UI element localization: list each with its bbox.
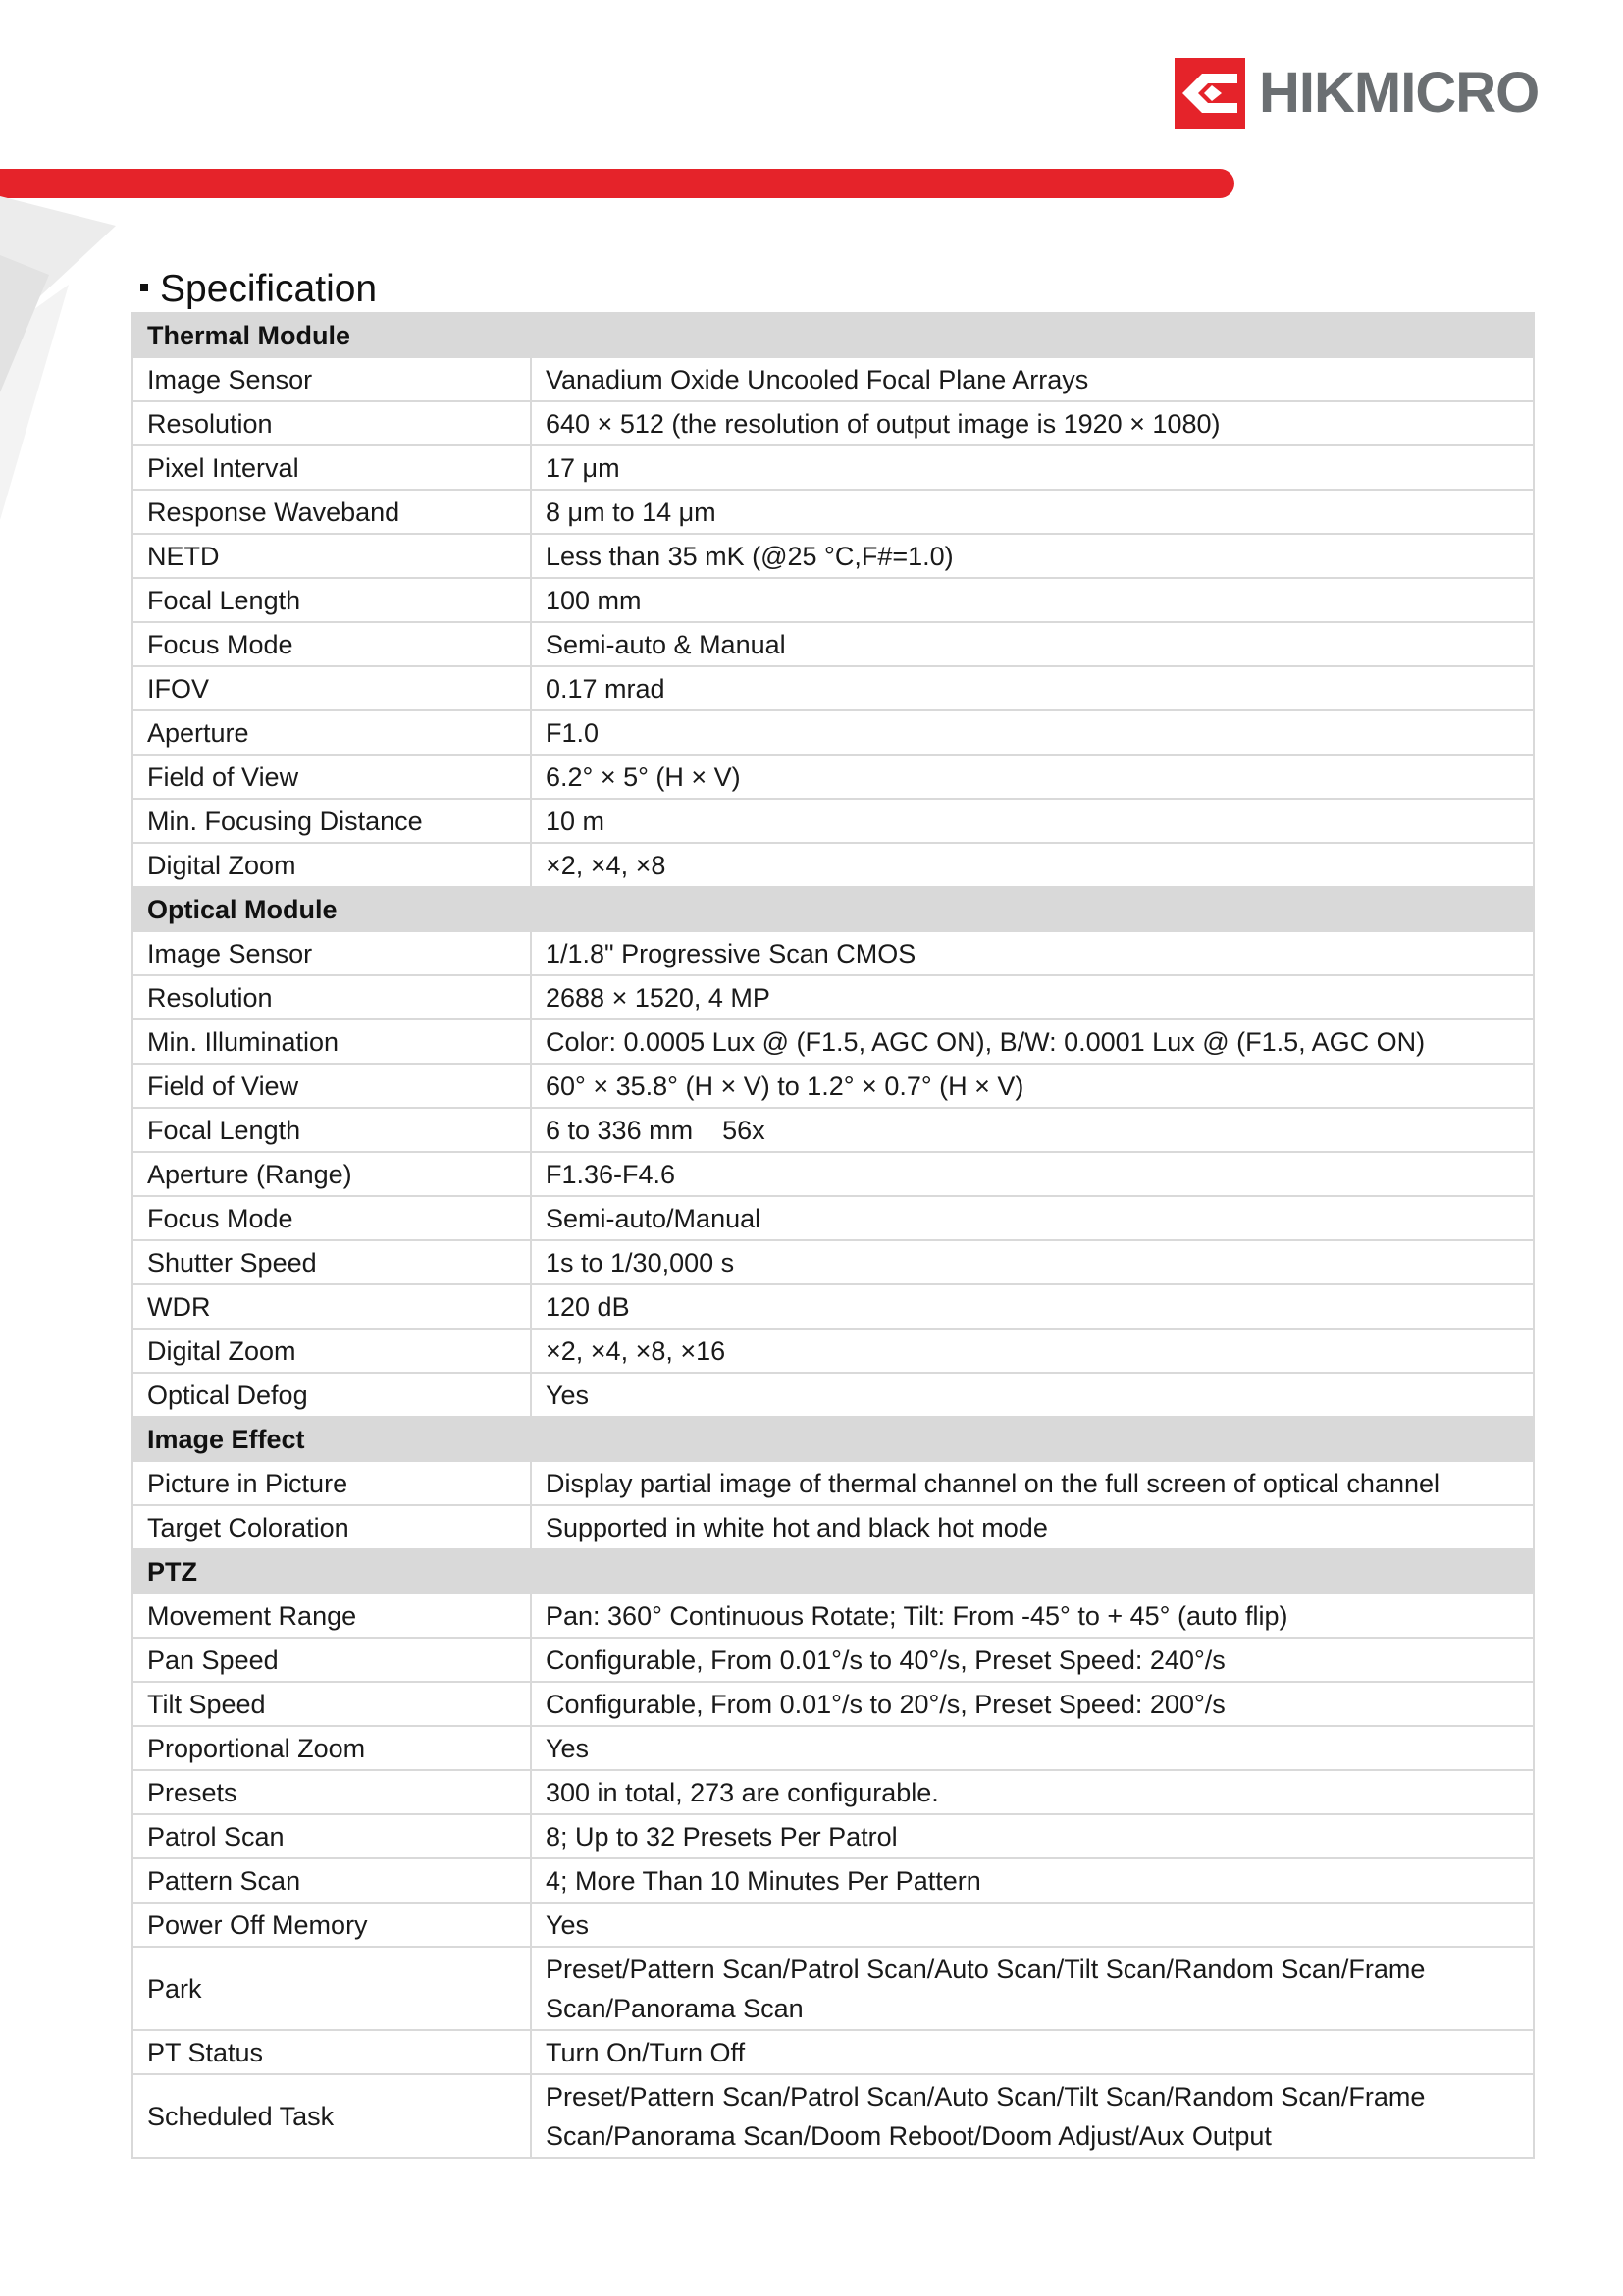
spec-value: 1/1.8" Progressive Scan CMOS (531, 931, 1534, 975)
spec-value: Less than 35 mK (@25 °C,F#=1.0) (531, 534, 1534, 578)
spec-value: Pan: 360° Continuous Rotate; Tilt: From -45° to + 45° (auto flip) (531, 1593, 1534, 1638)
table-row (132, 710, 1534, 755)
spec-value: 100 mm (531, 578, 1534, 622)
table-row (132, 578, 1534, 622)
section-header: Thermal Module (132, 313, 1534, 357)
spec-label: Target Coloration (132, 1505, 531, 1549)
spec-label: Pattern Scan (132, 1858, 531, 1903)
spec-label: Focus Mode (132, 1196, 531, 1240)
spec-label: NETD (132, 534, 531, 578)
spec-label: Shutter Speed (132, 1240, 531, 1284)
table-row (132, 445, 1534, 490)
page-title-text: Specification (160, 268, 378, 310)
spec-label: Tilt Speed (132, 1682, 531, 1726)
spec-label: Aperture (132, 710, 531, 755)
spec-label: Pan Speed (132, 1638, 531, 1682)
spec-value: Turn On/Turn Off (531, 2030, 1534, 2074)
spec-label: Aperture (Range) (132, 1152, 531, 1196)
table-row (132, 1329, 1534, 1373)
section-header-row (132, 1549, 1534, 1593)
table-row (132, 1152, 1534, 1196)
spec-label: Picture in Picture (132, 1461, 531, 1505)
spec-value: 60° × 35.8° (H × V) to 1.2° × 0.7° (H × V) (531, 1064, 1534, 1108)
spec-label: Park (132, 1947, 531, 2030)
spec-value: 17 μm (531, 445, 1534, 490)
table-row (132, 534, 1534, 578)
table-row (132, 975, 1534, 1019)
spec-label: Min. Focusing Distance (132, 799, 531, 843)
spec-label: Response Waveband (132, 490, 531, 534)
spec-value: 300 in total, 273 are configurable. (531, 1770, 1534, 1814)
spec-value: 4; More Than 10 Minutes Per Pattern (531, 1858, 1534, 1903)
table-row (132, 1947, 1534, 2030)
table-row (132, 1593, 1534, 1638)
spec-value: 120 dB (531, 1284, 1534, 1329)
specification-table (131, 312, 1535, 2159)
section-header: PTZ (132, 1549, 1534, 1593)
section-header: Optical Module (132, 887, 1534, 931)
spec-value: 0.17 mrad (531, 666, 1534, 710)
table-row (132, 666, 1534, 710)
table-row (132, 1505, 1534, 1549)
spec-value: 6.2° × 5° (H × V) (531, 755, 1534, 799)
spec-value: 6 to 336 mm 56x (531, 1108, 1534, 1152)
section-header-row (132, 1417, 1534, 1461)
header-red-bar (0, 169, 1234, 198)
spec-label: Scheduled Task (132, 2074, 531, 2158)
spec-value: Vanadium Oxide Uncooled Focal Plane Arrays (531, 357, 1534, 401)
spec-label: Presets (132, 1770, 531, 1814)
spec-value: 2688 × 1520, 4 MP (531, 975, 1534, 1019)
table-row (132, 1461, 1534, 1505)
page-title (140, 265, 377, 314)
spec-label: Movement Range (132, 1593, 531, 1638)
table-row (132, 1726, 1534, 1770)
section-header-row (132, 887, 1534, 931)
brand-logo (1175, 57, 1539, 130)
spec-value: ×2, ×4, ×8 (531, 843, 1534, 887)
table-row (132, 2074, 1534, 2158)
spec-value: Yes (531, 1726, 1534, 1770)
spec-label: Field of View (132, 755, 531, 799)
table-row (132, 357, 1534, 401)
spec-label: Power Off Memory (132, 1903, 531, 1947)
table-row (132, 622, 1534, 666)
spec-value: Semi-auto & Manual (531, 622, 1534, 666)
brand-name: HIKMICRO (1259, 61, 1540, 125)
table-row (132, 755, 1534, 799)
spec-label: Image Sensor (132, 357, 531, 401)
spec-value: 1s to 1/30,000 s (531, 1240, 1534, 1284)
spec-label: WDR (132, 1284, 531, 1329)
spec-value: Preset/Pattern Scan/Patrol Scan/Auto Scan/Tilt Scan/Random Scan/Frame Scan/Panorama Scan/Doom Reboot/Doom Adjust/Aux Output (531, 2074, 1534, 2158)
spec-label: Optical Defog (132, 1373, 531, 1417)
section-header-row (132, 313, 1534, 357)
table-row (132, 2030, 1534, 2074)
spec-label: IFOV (132, 666, 531, 710)
table-row (132, 1373, 1534, 1417)
spec-label: Focal Length (132, 1108, 531, 1152)
table-row (132, 843, 1534, 887)
bullet-icon (140, 284, 148, 291)
spec-label: PT Status (132, 2030, 531, 2074)
spec-value: Configurable, From 0.01°/s to 40°/s, Preset Speed: 240°/s (531, 1638, 1534, 1682)
spec-value: Semi-auto/Manual (531, 1196, 1534, 1240)
hikmicro-logo-icon (1175, 58, 1245, 129)
spec-value: 8; Up to 32 Presets Per Patrol (531, 1814, 1534, 1858)
spec-label: Digital Zoom (132, 843, 531, 887)
spec-label: Pixel Interval (132, 445, 531, 490)
section-header: Image Effect (132, 1417, 1534, 1461)
spec-value: Configurable, From 0.01°/s to 20°/s, Preset Speed: 200°/s (531, 1682, 1534, 1726)
spec-value: ×2, ×4, ×8, ×16 (531, 1329, 1534, 1373)
spec-label: Focal Length (132, 578, 531, 622)
spec-value: F1.0 (531, 710, 1534, 755)
spec-label: Image Sensor (132, 931, 531, 975)
spec-label: Min. Illumination (132, 1019, 531, 1064)
spec-value: Preset/Pattern Scan/Patrol Scan/Auto Scan/Tilt Scan/Random Scan/Frame Scan/Panorama Scan (531, 1947, 1534, 2030)
table-row (132, 1638, 1534, 1682)
spec-value: Yes (531, 1903, 1534, 1947)
spec-label: Focus Mode (132, 622, 531, 666)
spec-value: Color: 0.0005 Lux @ (F1.5, AGC ON), B/W: 0.0001 Lux @ (F1.5, AGC ON) (531, 1019, 1534, 1064)
spec-value: Supported in white hot and black hot mode (531, 1505, 1534, 1549)
table-row (132, 1108, 1534, 1152)
spec-value: 640 × 512 (the resolution of output image is 1920 × 1080) (531, 401, 1534, 445)
table-row (132, 799, 1534, 843)
spec-value: Display partial image of thermal channel on the full screen of optical channel (531, 1461, 1534, 1505)
spec-value: 8 μm to 14 μm (531, 490, 1534, 534)
spec-value: 10 m (531, 799, 1534, 843)
table-row (132, 1903, 1534, 1947)
table-row (132, 1682, 1534, 1726)
table-row (132, 1019, 1534, 1064)
decorative-shape (0, 196, 128, 530)
table-row (132, 490, 1534, 534)
table-row (132, 931, 1534, 975)
table-row (132, 1284, 1534, 1329)
table-row (132, 1858, 1534, 1903)
table-row (132, 1814, 1534, 1858)
spec-label: Digital Zoom (132, 1329, 531, 1373)
spec-label: Patrol Scan (132, 1814, 531, 1858)
table-row (132, 1770, 1534, 1814)
spec-value: F1.36-F4.6 (531, 1152, 1534, 1196)
spec-value: Yes (531, 1373, 1534, 1417)
table-row (132, 1196, 1534, 1240)
spec-label: Resolution (132, 975, 531, 1019)
spec-label: Proportional Zoom (132, 1726, 531, 1770)
table-row (132, 401, 1534, 445)
table-row (132, 1064, 1534, 1108)
spec-label: Resolution (132, 401, 531, 445)
table-row (132, 1240, 1534, 1284)
spec-label: Field of View (132, 1064, 531, 1108)
